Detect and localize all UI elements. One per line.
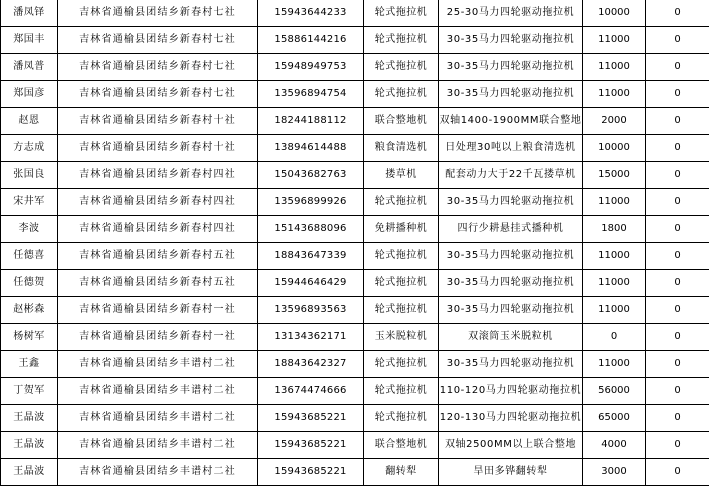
cell-address: 吉林省通榆县团结乡新春村四社 — [58, 216, 258, 243]
cell-machine-type: 搂草机 — [364, 162, 439, 189]
cell-machine-type: 轮式拖拉机 — [364, 27, 439, 54]
cell-price: 15000 — [583, 162, 646, 189]
cell-model: 110-120马力四轮驱动拖拉机 — [439, 378, 583, 405]
cell-phone: 15043682763 — [258, 162, 364, 189]
table-row — [1, 27, 709, 54]
cell-phone: 15943644233 — [258, 0, 364, 27]
cell-address: 吉林省通榆县团结乡新春村四社 — [58, 189, 258, 216]
cell-name: 王鑫 — [1, 351, 58, 378]
cell-machine-type: 轮式拖拉机 — [364, 81, 439, 108]
cell-name: 郑国丰 — [1, 27, 58, 54]
cell-name: 丁贺军 — [1, 378, 58, 405]
table-row — [1, 432, 709, 459]
cell-name: 潘凤铎 — [1, 0, 58, 27]
cell-subsidy: 0 — [646, 432, 709, 459]
cell-machine-type: 联合整地机 — [364, 108, 439, 135]
cell-model: 30-35马力四轮驱动拖拉机 — [439, 351, 583, 378]
cell-model: 旱田多铧翻转犁 — [439, 459, 583, 486]
cell-machine-type: 轮式拖拉机 — [364, 54, 439, 81]
table-row — [1, 135, 709, 162]
cell-phone: 15943685221 — [258, 405, 364, 432]
cell-machine-type: 轮式拖拉机 — [364, 243, 439, 270]
table-row — [1, 459, 709, 486]
cell-machine-type: 轮式拖拉机 — [364, 405, 439, 432]
cell-name: 王晶波 — [1, 459, 58, 486]
cell-address: 吉林省通榆县团结乡新春村十社 — [58, 135, 258, 162]
cell-price: 11000 — [583, 243, 646, 270]
table-row — [1, 0, 709, 27]
cell-subsidy: 0 — [646, 189, 709, 216]
cell-name: 宋井军 — [1, 189, 58, 216]
cell-address: 吉林省通榆县团结乡新春村七社 — [58, 0, 258, 27]
cell-price: 0 — [583, 324, 646, 351]
cell-address: 吉林省通榆县团结乡新春村七社 — [58, 81, 258, 108]
cell-subsidy: 0 — [646, 216, 709, 243]
cell-price: 4000 — [583, 432, 646, 459]
cell-address: 吉林省通榆县团结乡丰谱村二社 — [58, 432, 258, 459]
cell-name: 王晶波 — [1, 405, 58, 432]
cell-machine-type: 轮式拖拉机 — [364, 351, 439, 378]
cell-machine-type: 联合整地机 — [364, 432, 439, 459]
cell-name: 张国良 — [1, 162, 58, 189]
cell-price: 1800 — [583, 216, 646, 243]
cell-name: 任德喜 — [1, 243, 58, 270]
cell-address: 吉林省通榆县团结乡新春村七社 — [58, 54, 258, 81]
cell-subsidy: 0 — [646, 27, 709, 54]
cell-subsidy: 0 — [646, 108, 709, 135]
cell-model: 双轴1400-1900MM联合整地 — [439, 108, 583, 135]
cell-phone: 13596894754 — [258, 81, 364, 108]
cell-model: 日处理30吨以上粮食清选机 — [439, 135, 583, 162]
cell-price: 10000 — [583, 135, 646, 162]
cell-address: 吉林省通榆县团结乡新春村一社 — [58, 297, 258, 324]
cell-model: 30-35马力四轮驱动拖拉机 — [439, 54, 583, 81]
cell-price: 11000 — [583, 54, 646, 81]
cell-model: 双滚筒玉米脱粒机 — [439, 324, 583, 351]
table-row — [1, 189, 709, 216]
cell-address: 吉林省通榆县团结乡新春村五社 — [58, 243, 258, 270]
cell-model: 25-30马力四轮驱动拖拉机 — [439, 0, 583, 27]
cell-phone: 15143688096 — [258, 216, 364, 243]
cell-subsidy: 0 — [646, 405, 709, 432]
cell-name: 赵彬森 — [1, 297, 58, 324]
cell-phone: 15943685221 — [258, 459, 364, 486]
cell-address: 吉林省通榆县团结乡丰谱村二社 — [58, 351, 258, 378]
cell-address: 吉林省通榆县团结乡新春村十社 — [58, 108, 258, 135]
cell-address: 吉林省通榆县团结乡新春村一社 — [58, 324, 258, 351]
cell-model: 双轴2500MM以上联合整地 — [439, 432, 583, 459]
cell-machine-type: 轮式拖拉机 — [364, 270, 439, 297]
cell-price: 65000 — [583, 405, 646, 432]
table-row — [1, 297, 709, 324]
cell-subsidy: 0 — [646, 162, 709, 189]
cell-model: 30-35马力四轮驱动拖拉机 — [439, 81, 583, 108]
cell-phone: 18843642327 — [258, 351, 364, 378]
cell-phone: 15948949753 — [258, 54, 364, 81]
cell-phone: 13134362171 — [258, 324, 364, 351]
cell-model: 30-35马力四轮驱动拖拉机 — [439, 297, 583, 324]
cell-machine-type: 轮式拖拉机 — [364, 189, 439, 216]
cell-price: 11000 — [583, 81, 646, 108]
cell-model: 30-35马力四轮驱动拖拉机 — [439, 243, 583, 270]
cell-phone: 13894614488 — [258, 135, 364, 162]
cell-price: 3000 — [583, 459, 646, 486]
cell-price: 11000 — [583, 297, 646, 324]
cell-address: 吉林省通榆县团结乡丰谱村二社 — [58, 459, 258, 486]
cell-phone: 15944646429 — [258, 270, 364, 297]
cell-price: 11000 — [583, 27, 646, 54]
cell-name: 潘凤普 — [1, 54, 58, 81]
cell-phone: 13596893563 — [258, 297, 364, 324]
table-row — [1, 351, 709, 378]
cell-subsidy: 0 — [646, 81, 709, 108]
cell-subsidy: 0 — [646, 54, 709, 81]
cell-machine-type: 翻转犁 — [364, 459, 439, 486]
cell-address: 吉林省通榆县团结乡丰谱村二社 — [58, 378, 258, 405]
cell-address: 吉林省通榆县团结乡新春村七社 — [58, 27, 258, 54]
cell-name: 王晶波 — [1, 432, 58, 459]
cell-name: 赵恩 — [1, 108, 58, 135]
cell-subsidy: 0 — [646, 270, 709, 297]
cell-subsidy: 0 — [646, 135, 709, 162]
cell-machine-type: 轮式拖拉机 — [364, 0, 439, 27]
cell-subsidy: 0 — [646, 351, 709, 378]
cell-name: 杨树军 — [1, 324, 58, 351]
cell-machine-type: 轮式拖拉机 — [364, 378, 439, 405]
table-row — [1, 378, 709, 405]
cell-phone: 18843647339 — [258, 243, 364, 270]
cell-subsidy: 0 — [646, 459, 709, 486]
table-row — [1, 324, 709, 351]
cell-model: 配套动力大于22千瓦搂草机 — [439, 162, 583, 189]
table-row — [1, 108, 709, 135]
cell-model: 30-35马力四轮驱动拖拉机 — [439, 27, 583, 54]
cell-name: 李波 — [1, 216, 58, 243]
cell-subsidy: 0 — [646, 297, 709, 324]
table-row — [1, 81, 709, 108]
cell-subsidy: 0 — [646, 378, 709, 405]
cell-price: 11000 — [583, 189, 646, 216]
cell-price: 10000 — [583, 0, 646, 27]
cell-machine-type: 粮食清选机 — [364, 135, 439, 162]
cell-phone: 15943685221 — [258, 432, 364, 459]
cell-subsidy: 0 — [646, 243, 709, 270]
cell-machine-type: 玉米脱粒机 — [364, 324, 439, 351]
cell-name: 任德贺 — [1, 270, 58, 297]
cell-price: 11000 — [583, 270, 646, 297]
cell-name: 方志成 — [1, 135, 58, 162]
cell-address: 吉林省通榆县团结乡新春村四社 — [58, 162, 258, 189]
cell-name: 郑国彦 — [1, 81, 58, 108]
cell-price: 11000 — [583, 351, 646, 378]
table-row — [1, 162, 709, 189]
cell-model: 四行少耕悬挂式播种机 — [439, 216, 583, 243]
cell-phone: 13674474666 — [258, 378, 364, 405]
table-row — [1, 243, 709, 270]
cell-price: 56000 — [583, 378, 646, 405]
cell-phone: 15886144216 — [258, 27, 364, 54]
cell-subsidy: 0 — [646, 324, 709, 351]
table-row — [1, 216, 709, 243]
cell-phone: 13596899926 — [258, 189, 364, 216]
cell-model: 30-35马力四轮驱动拖拉机 — [439, 270, 583, 297]
table-row — [1, 54, 709, 81]
table-row — [1, 405, 709, 432]
cell-address: 吉林省通榆县团结乡新春村五社 — [58, 270, 258, 297]
table-row — [1, 270, 709, 297]
cell-machine-type: 轮式拖拉机 — [364, 297, 439, 324]
cell-model: 120-130马力四轮驱动拖拉机 — [439, 405, 583, 432]
cell-phone: 18244188112 — [258, 108, 364, 135]
cell-machine-type: 免耕播种机 — [364, 216, 439, 243]
cell-address: 吉林省通榆县团结乡丰谱村二社 — [58, 405, 258, 432]
cell-subsidy: 0 — [646, 0, 709, 27]
cell-price: 2000 — [583, 108, 646, 135]
cell-model: 30-35马力四轮驱动拖拉机 — [439, 189, 583, 216]
